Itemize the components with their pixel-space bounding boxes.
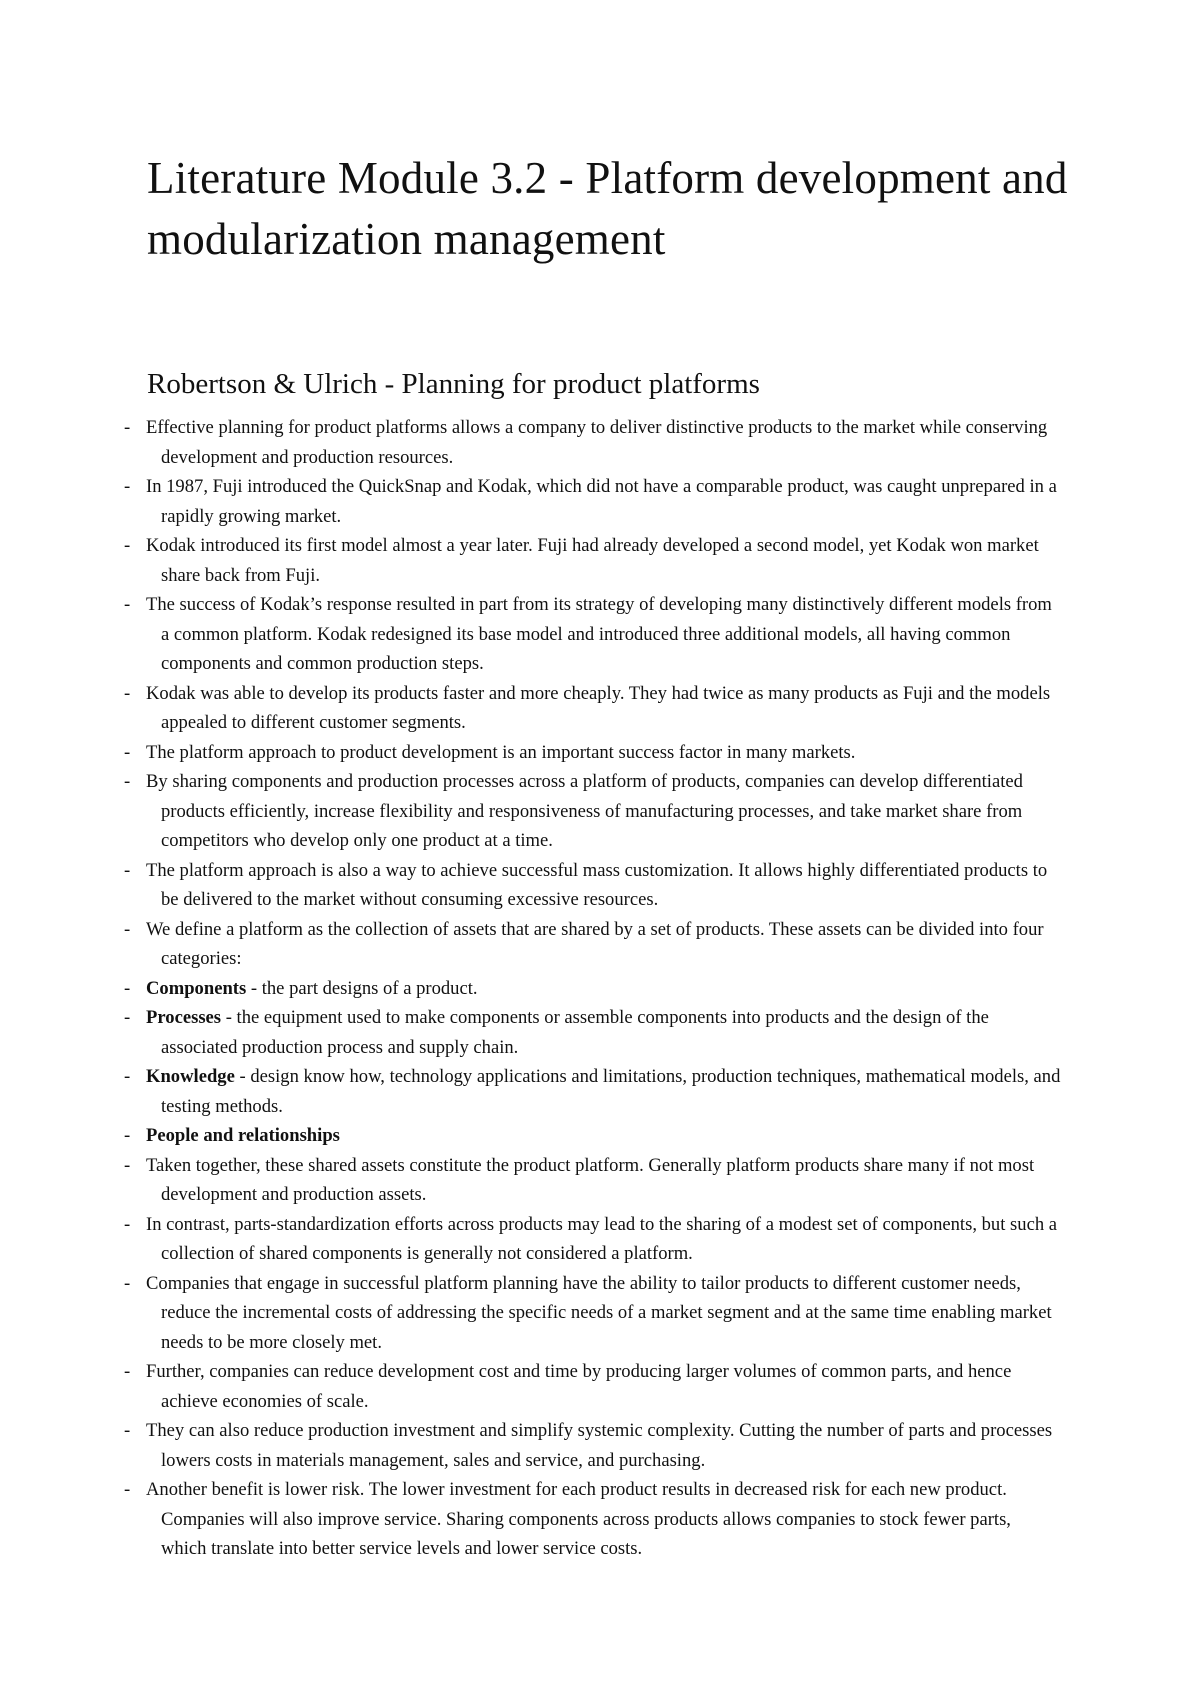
bullet-text: Taken together, these shared assets constitute the product platform. Generally platform products share many if not most development and production assets. xyxy=(146,1154,1035,1205)
bullet-text: - design know how, technology applications and limitations, production techniques, mathematical models, and testing methods. xyxy=(161,1066,1061,1117)
list-item xyxy=(0,1121,1061,1151)
bullet-text: Kodak introduced its first model almost a year later. Fuji had already developed a second model, yet Kodak won market share back from Fuji. xyxy=(146,535,1039,586)
bullet-text: In contrast, parts-standardization efforts across products may lead to the sharing of a modest set of components, but such a collection of shared components is generally not considered a platform. xyxy=(146,1213,1058,1264)
bullet-text: We define a platform as the collection of assets that are shared by a set of products. These assets can be divided into four categories: xyxy=(146,918,1044,969)
bullet-dash: - xyxy=(124,741,131,763)
document-title: Literature Module 3.2 - Platform development and modularization management xyxy=(147,153,1068,264)
bullet-text: - the equipment used to make components or assemble components into products and the design of the associated production process and supply chain. xyxy=(161,1007,989,1058)
list-item xyxy=(0,1475,1061,1564)
bullet-text: The platform approach is also a way to achieve successful mass customization. It allows highly differentiated products to be delivered to the market without consuming excessive resources. xyxy=(146,859,1048,910)
bullet-text: In 1987, Fuji introduced the QuickSnap and Kodak, which did not have a comparable product, was caught unprepared in a rapidly growing market. xyxy=(146,476,1057,527)
bullet-dash: - xyxy=(124,918,131,940)
bullet-dash: - xyxy=(124,594,131,615)
bullet-dash: - xyxy=(124,1125,131,1146)
list-item xyxy=(0,1357,1061,1416)
bullet-text: The platform approach to product development is an important success factor in many markets. xyxy=(146,741,856,763)
list-item xyxy=(0,1416,1061,1475)
list-item xyxy=(0,590,1061,679)
bullet-bold-term: Components xyxy=(146,977,247,999)
bullet-dash: - xyxy=(124,771,131,792)
bullet-text: The success of Kodak’s response resulted in part from its strategy of developing many distinctively different models from a common platform. Kodak redesigned its base model and introduced three additional models, all having common components and common production steps. xyxy=(146,594,1052,674)
list-item xyxy=(0,767,1061,856)
bullet-dash: - xyxy=(124,1479,131,1500)
bullet-text: Kodak was able to develop its products faster and more cheaply. They had twice as many products as Fuji and the models appealed to different customer segments. xyxy=(146,682,1051,733)
list-item xyxy=(0,1062,1061,1121)
bullet-dash: - xyxy=(124,535,131,556)
bullet-bold-term: Knowledge xyxy=(146,1066,235,1087)
bullet-dash: - xyxy=(124,476,131,497)
list-item xyxy=(0,915,1061,974)
bullet-bold-term: Processes xyxy=(146,1007,222,1028)
bullet-dash: - xyxy=(124,1154,131,1176)
bullet-dash: - xyxy=(124,1007,131,1028)
bullet-list xyxy=(0,413,1200,1564)
bullet-dash: - xyxy=(124,1420,131,1441)
section-heading: Robertson & Ulrich - Planning for product platforms xyxy=(147,368,760,400)
list-item xyxy=(0,1269,1061,1358)
list-item xyxy=(0,974,1061,1004)
list-item xyxy=(0,738,1061,768)
bullet-dash: - xyxy=(124,977,131,999)
list-item xyxy=(0,1003,1061,1062)
list-item xyxy=(0,531,1061,590)
list-item xyxy=(0,472,1061,531)
bullet-dash: - xyxy=(124,1213,131,1235)
bullet-text: Companies that engage in successful platform planning have the ability to tailor products to different customer needs, reduce the incremental costs of addressing the specific needs of a market segment and at the same time enabling market needs to be more closely met. xyxy=(146,1272,1052,1353)
bullet-dash: - xyxy=(124,1361,131,1382)
list-item xyxy=(0,679,1061,738)
bullet-text: - the part designs of a product. xyxy=(246,977,478,999)
list-item xyxy=(0,856,1061,915)
list-item xyxy=(0,1210,1061,1269)
bullet-text: Further, companies can reduce development cost and time by producing larger volumes of common parts, and hence achieve economies of scale. xyxy=(146,1361,1012,1412)
list-item xyxy=(0,1151,1061,1210)
bullet-text: Effective planning for product platforms allows a company to deliver distinctive products to the market while conserving development and production resources. xyxy=(146,417,1048,468)
bullet-dash: - xyxy=(124,859,131,881)
bullet-dash: - xyxy=(124,1066,131,1087)
list-item xyxy=(0,413,1061,472)
bullet-text: Another benefit is lower risk. The lower investment for each product results in decreased risk for each new product. Companies will also improve service. Sharing components across products allows companies to stock fewer parts, which translate into better service levels and lower service costs. xyxy=(146,1479,1011,1559)
bullet-dash: - xyxy=(124,682,131,704)
bullet-text: By sharing components and production processes across a platform of products, companies can develop differentiated products efficiently, increase flexibility and responsiveness of manufacturing processes, and take market share from competitors who develop only one product at a time. xyxy=(146,771,1023,851)
bullet-text: They can also reduce production investment and simplify systemic complexity. Cutting the number of parts and processes lowers costs in materials management, sales and service, and purchasing. xyxy=(146,1420,1053,1471)
bullet-dash: - xyxy=(124,1272,131,1294)
bullet-dash: - xyxy=(124,417,131,438)
bullet-bold-term: People and relationships xyxy=(146,1125,340,1146)
